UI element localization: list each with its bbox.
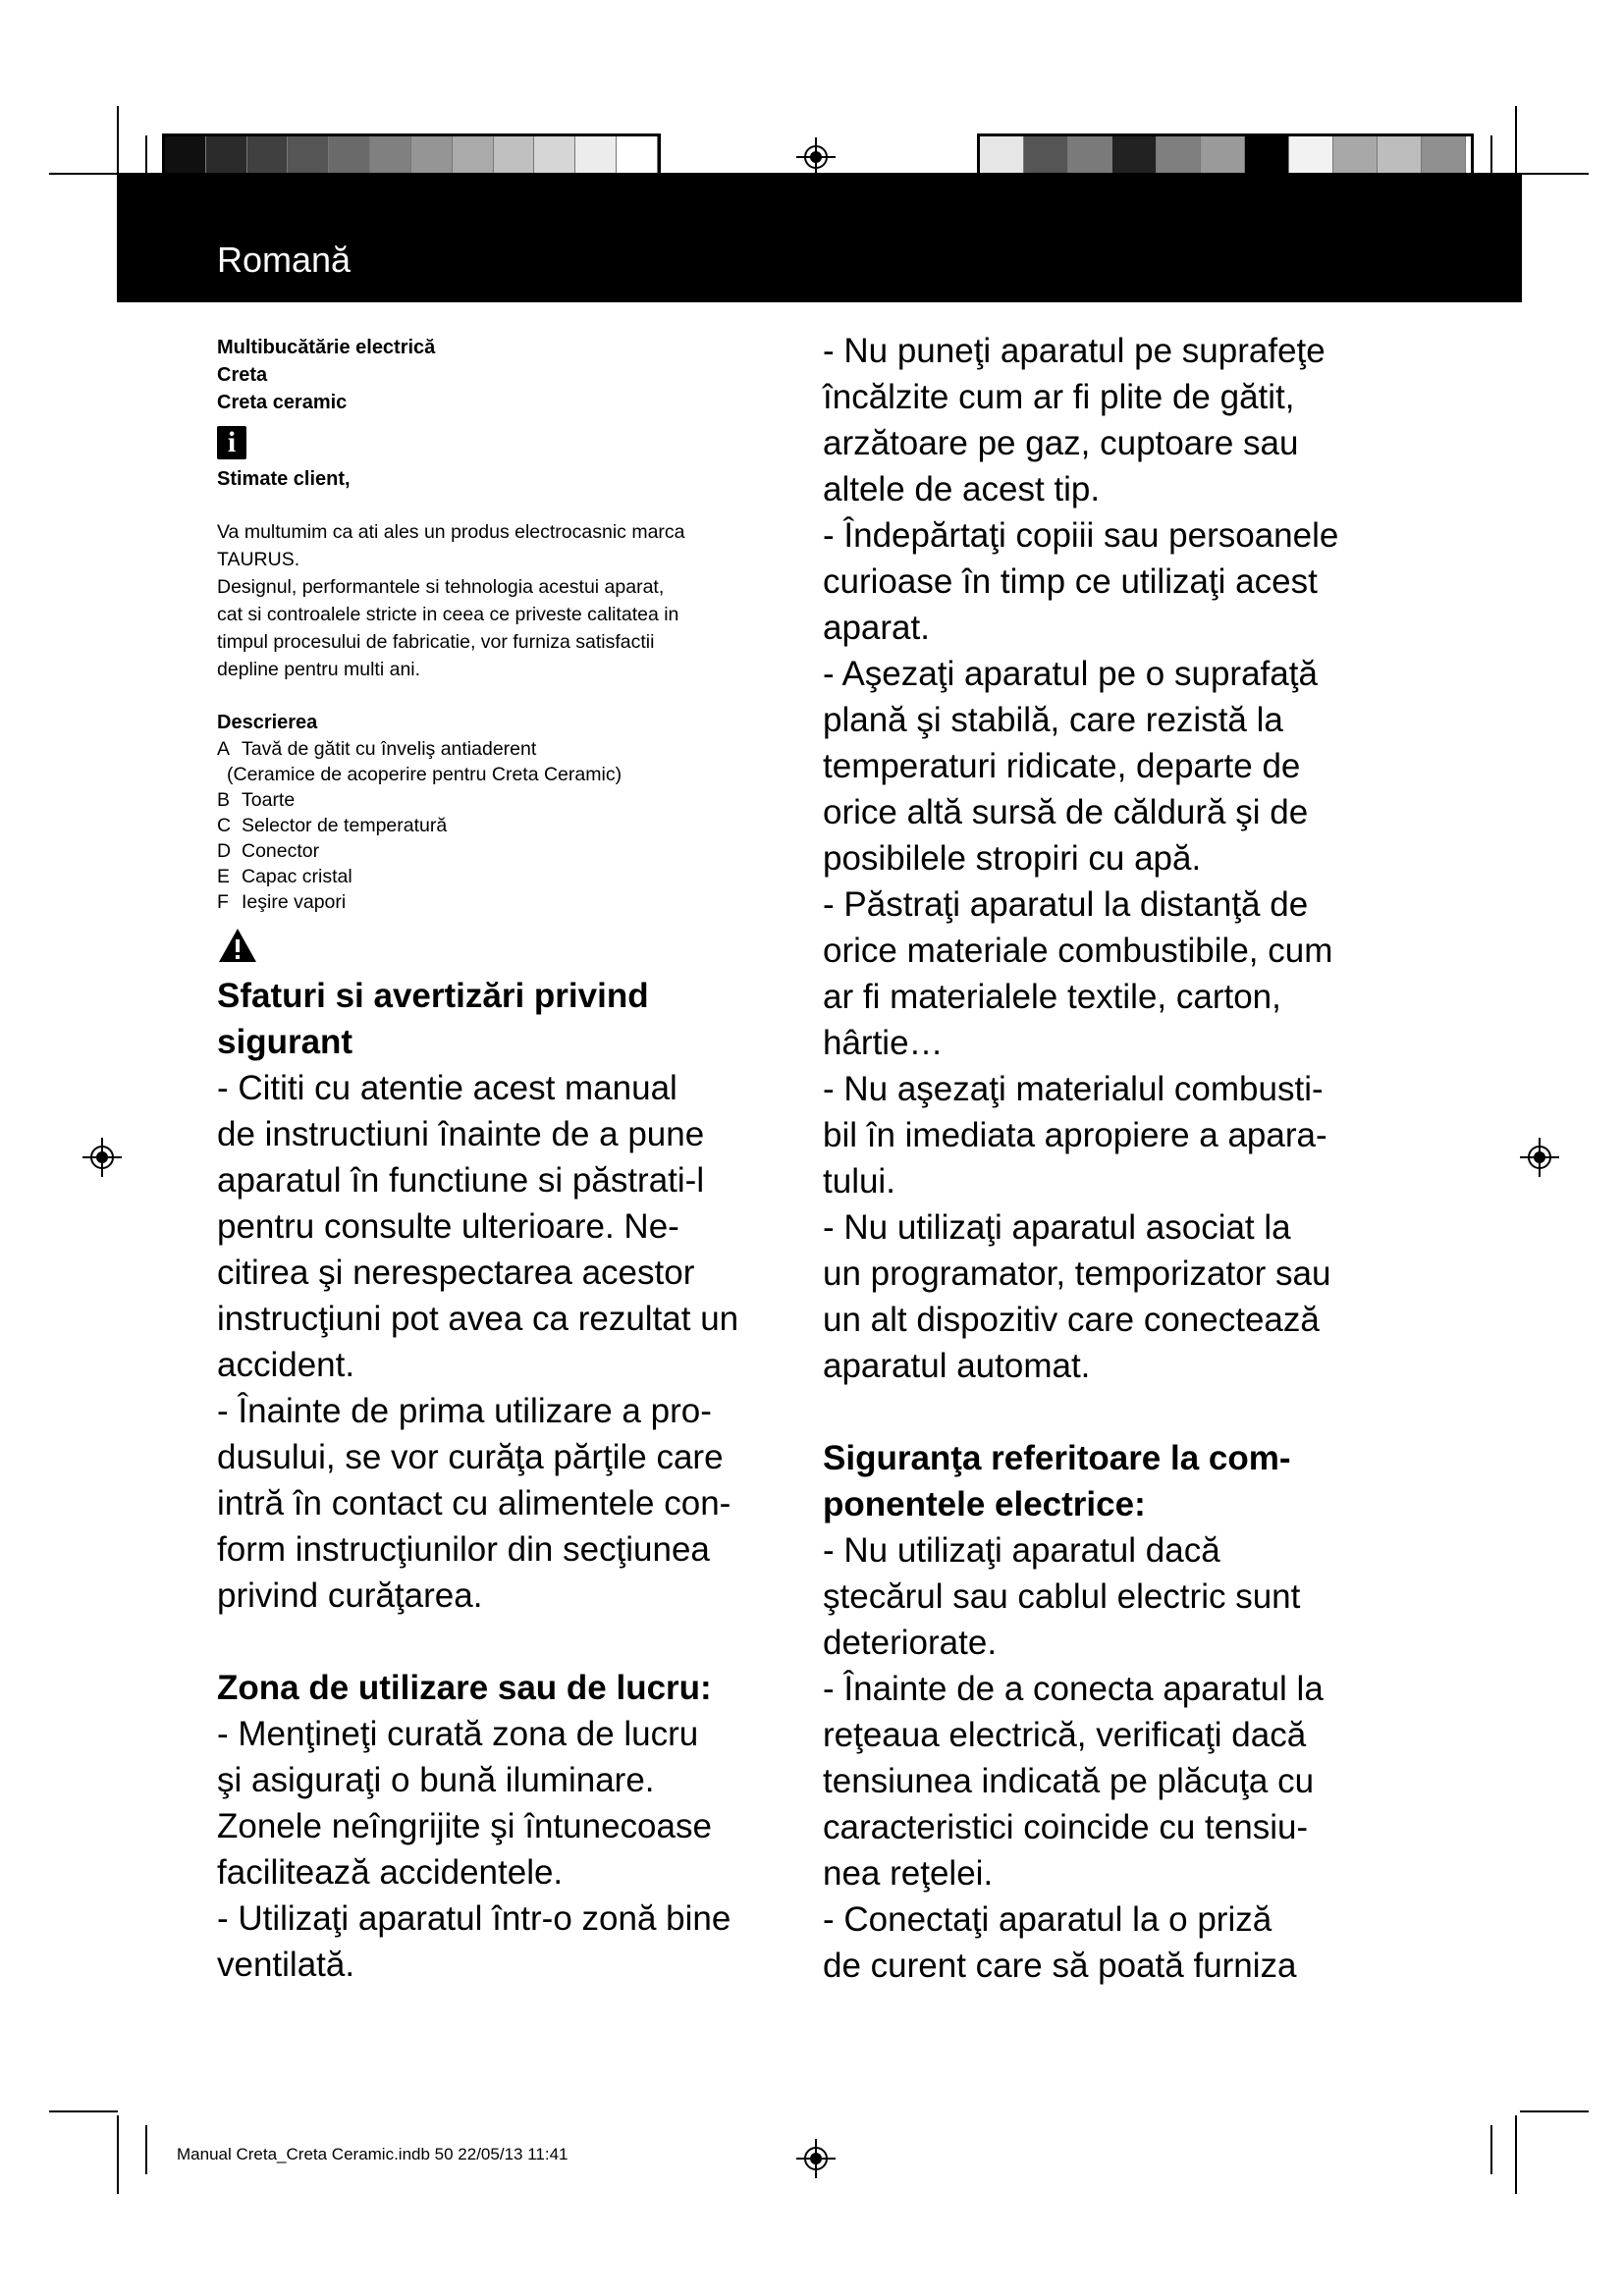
text-line: - Înainte de prima utilizare a pro- <box>217 1392 712 1430</box>
safety-paragraph <box>823 328 1432 512</box>
color-swatch <box>247 136 289 178</box>
section-title-work-area: Zona de utilizare sau de lucru: <box>217 1669 712 1707</box>
text-line: - Aşezaţi aparatul pe o suprafaţă <box>823 655 1318 693</box>
safety-paragraph <box>217 1388 796 1619</box>
crop-mark <box>49 2110 118 2112</box>
item-text: Tavă de gătit cu înveliş antiaderent <box>242 738 537 760</box>
work-area-paragraph <box>217 1711 796 1896</box>
text-line: arzătoare pe gaz, cuptoare sau <box>823 424 1299 462</box>
text-line: de curent care să poată furniza <box>823 1947 1297 1985</box>
crop-mark <box>1520 2110 1589 2112</box>
safety-paragraph <box>823 1066 1432 1204</box>
electrical-paragraph <box>823 1896 1432 1989</box>
text-line: ar fi materialele textile, carton, <box>823 978 1281 1016</box>
text-line: - Păstraţi aparatul la distanţă de <box>823 885 1309 924</box>
text-line: - Utilizaţi aparatul într-o zonă bine <box>217 1899 731 1938</box>
section-title-safety: Sfaturi si avertizări privind <box>217 977 649 1015</box>
color-swatch <box>1422 136 1466 178</box>
text-line: accident. <box>217 1346 355 1384</box>
text-line: - Nu puneţi aparatul pe suprafeţe <box>823 332 1326 370</box>
text-line: - Menţineţi curată zona de lucru <box>217 1715 699 1753</box>
text-line: facilitează accidentele. <box>217 1853 564 1892</box>
text-line: temperaturi ridicate, departe de <box>823 747 1301 785</box>
item-text: Ieşire vapori <box>242 891 347 913</box>
text-line: - Nu utilizaţi aparatul asociat la <box>823 1208 1291 1247</box>
list-item <box>217 838 796 864</box>
item-text: Toarte <box>242 789 296 811</box>
item-letter: D <box>217 840 232 862</box>
list-item <box>217 864 796 889</box>
greeting: Stimate client, <box>217 468 351 490</box>
color-swatch <box>1333 136 1378 178</box>
registration-mark-icon <box>1520 1138 1559 1177</box>
warning-icon <box>217 927 258 964</box>
color-swatch <box>288 136 329 178</box>
text-line: ventilată. <box>217 1946 355 1984</box>
text-line: reţeaua electrică, verificaţi dacă <box>823 1716 1307 1754</box>
text-line: hârtie… <box>823 1024 944 1062</box>
text-line: - Conectaţi aparatul la o priză <box>823 1900 1272 1939</box>
language-title: Romană <box>217 240 352 280</box>
language-header-band <box>117 173 1522 302</box>
text-line: ştecărul sau cablul electric sunt <box>823 1577 1301 1616</box>
registration-mark-icon <box>796 137 836 177</box>
safety-paragraph <box>823 881 1432 1066</box>
crop-mark <box>49 173 118 175</box>
color-swatch <box>370 136 411 178</box>
crop-mark <box>1515 2115 1517 2194</box>
text-line: plană şi stabilă, care rezistă la <box>823 701 1283 739</box>
text-line: citirea şi nerespectarea acestor <box>217 1254 695 1292</box>
color-swatch <box>1378 136 1422 178</box>
color-swatch <box>494 136 535 178</box>
text-line: dusului, se vor curăţa părţile care <box>217 1438 724 1476</box>
text-line: - Cititi cu atentie acest manual <box>217 1069 677 1107</box>
item-letter: F <box>217 891 229 913</box>
crop-mark <box>1520 173 1589 175</box>
color-swatch <box>329 136 370 178</box>
text-line: posibilele stropiri cu apă. <box>823 839 1202 878</box>
color-swatch <box>453 136 494 178</box>
product-name: Multibucătărie electrică <box>217 337 436 358</box>
text-line: privind curăţarea. <box>217 1576 483 1615</box>
registration-mark-icon <box>796 2139 836 2178</box>
color-swatch <box>1245 136 1289 178</box>
text-line: Designul, performantele si tehnologia acestui aparat, <box>217 576 665 598</box>
safety-paragraph <box>217 1065 796 1388</box>
registration-mark-icon <box>82 1138 122 1177</box>
safety-paragraph <box>823 1204 1432 1389</box>
item-text: Capac cristal <box>242 866 352 887</box>
color-swatch <box>534 136 575 178</box>
list-item-note: (Ceramice de acoperire pentru Creta Ceramic) <box>227 764 623 785</box>
text-line: Zonele neîngrijite şi întunecoase <box>217 1807 712 1845</box>
item-letter: C <box>217 815 232 836</box>
text-line: aparatul automat. <box>823 1347 1091 1385</box>
color-swatch <box>1201 136 1245 178</box>
list-item <box>217 787 796 813</box>
color-swatch <box>1289 136 1333 178</box>
color-swatch <box>617 136 658 178</box>
text-line: aparat. <box>823 609 930 647</box>
item-text: Conector <box>242 840 320 862</box>
color-swatch <box>1068 136 1112 178</box>
text-line: orice altă sursă de căldură şi de <box>823 793 1309 831</box>
color-swatch <box>206 136 247 178</box>
section-title-safety: sigurant <box>217 1023 353 1061</box>
text-line: de instructiuni înainte de a pune <box>217 1115 705 1153</box>
text-line: caracteristici coincide cu tensiu- <box>823 1808 1309 1846</box>
list-item <box>217 736 796 762</box>
print-slug: Manual Creta_Creta Ceramic.indb 50 22/05/13 11:41 <box>177 2145 568 2163</box>
intro-paragraph <box>217 518 796 683</box>
safety-paragraph <box>823 651 1432 881</box>
color-swatch <box>411 136 453 178</box>
product-model: Creta <box>217 364 268 386</box>
color-swatch <box>165 136 206 178</box>
text-line: un programator, temporizator sau <box>823 1255 1331 1293</box>
section-title-electrical: Siguranţa referitoare la com- <box>823 1439 1291 1477</box>
color-swatch <box>575 136 617 178</box>
text-line: deteriorate. <box>823 1624 998 1662</box>
text-line: aparatul în functiune si păstrati-l <box>217 1161 705 1200</box>
text-line: timpul procesului de fabricatie, vor furniza satisfactii <box>217 631 655 653</box>
text-line: pentru consulte ulterioare. Ne- <box>217 1207 679 1246</box>
text-line: depline pentru multi ani. <box>217 659 421 680</box>
item-letter: B <box>217 789 231 811</box>
left-column <box>217 334 796 1988</box>
right-column <box>823 328 1432 1989</box>
text-line: bil în imediata apropiere a apara- <box>823 1116 1327 1154</box>
description-list <box>217 736 796 915</box>
item-text: Selector de temperatură <box>242 815 448 836</box>
work-area-paragraph <box>217 1896 796 1988</box>
section-title-electrical: ponentele electrice: <box>823 1485 1146 1523</box>
crop-mark <box>117 2115 119 2194</box>
color-swatch <box>1112 136 1157 178</box>
list-item <box>217 813 796 838</box>
text-line: tului. <box>823 1162 895 1201</box>
text-line: cat si controalele stricte in ceea ce priveste calitatea in <box>217 604 679 625</box>
list-item <box>217 889 796 915</box>
text-line: form instrucţiunilor din secţiunea <box>217 1530 710 1569</box>
color-swatch <box>1024 136 1068 178</box>
item-letter: E <box>217 866 231 887</box>
text-line: intră în contact cu alimentele con- <box>217 1484 731 1522</box>
color-swatch <box>1157 136 1201 178</box>
info-icon: i <box>217 426 246 459</box>
text-line: nea reţelei. <box>823 1854 994 1893</box>
text-line: un alt dispozitiv care conectează <box>823 1301 1320 1339</box>
text-line: încălzite cum ar fi plite de gătit, <box>823 378 1295 416</box>
description-title: Descrierea <box>217 712 318 733</box>
text-line: Va multumim ca ati ales un produs electrocasnic marca <box>217 521 685 543</box>
color-swatch <box>980 136 1024 178</box>
electrical-paragraph <box>823 1527 1432 1666</box>
text-line: - Nu aşezaţi materialul combusti- <box>823 1070 1324 1108</box>
text-line: şi asiguraţi o bună iluminare. <box>217 1761 655 1799</box>
product-model: Creta ceramic <box>217 392 348 413</box>
text-line: orice materiale combustibile, cum <box>823 932 1333 970</box>
safety-paragraph <box>823 512 1432 651</box>
text-line: altele de acest tip. <box>823 470 1101 508</box>
crop-mark <box>145 2125 147 2174</box>
text-line: curioase în timp ce utilizaţi acest <box>823 562 1318 601</box>
item-letter: A <box>217 738 231 760</box>
text-line: - Înainte de a conecta aparatul la <box>823 1670 1324 1708</box>
crop-mark <box>1490 2125 1492 2174</box>
text-line: - Îndepărtaţi copiii sau persoanele <box>823 516 1339 555</box>
text-line: TAURUS. <box>217 549 300 570</box>
text-line: tensiunea indicată pe plăcuţa cu <box>823 1762 1315 1800</box>
text-line: instrucţiuni pot avea ca rezultat un <box>217 1300 739 1338</box>
text-line: - Nu utilizaţi aparatul dacă <box>823 1531 1220 1570</box>
electrical-paragraph <box>823 1666 1432 1896</box>
